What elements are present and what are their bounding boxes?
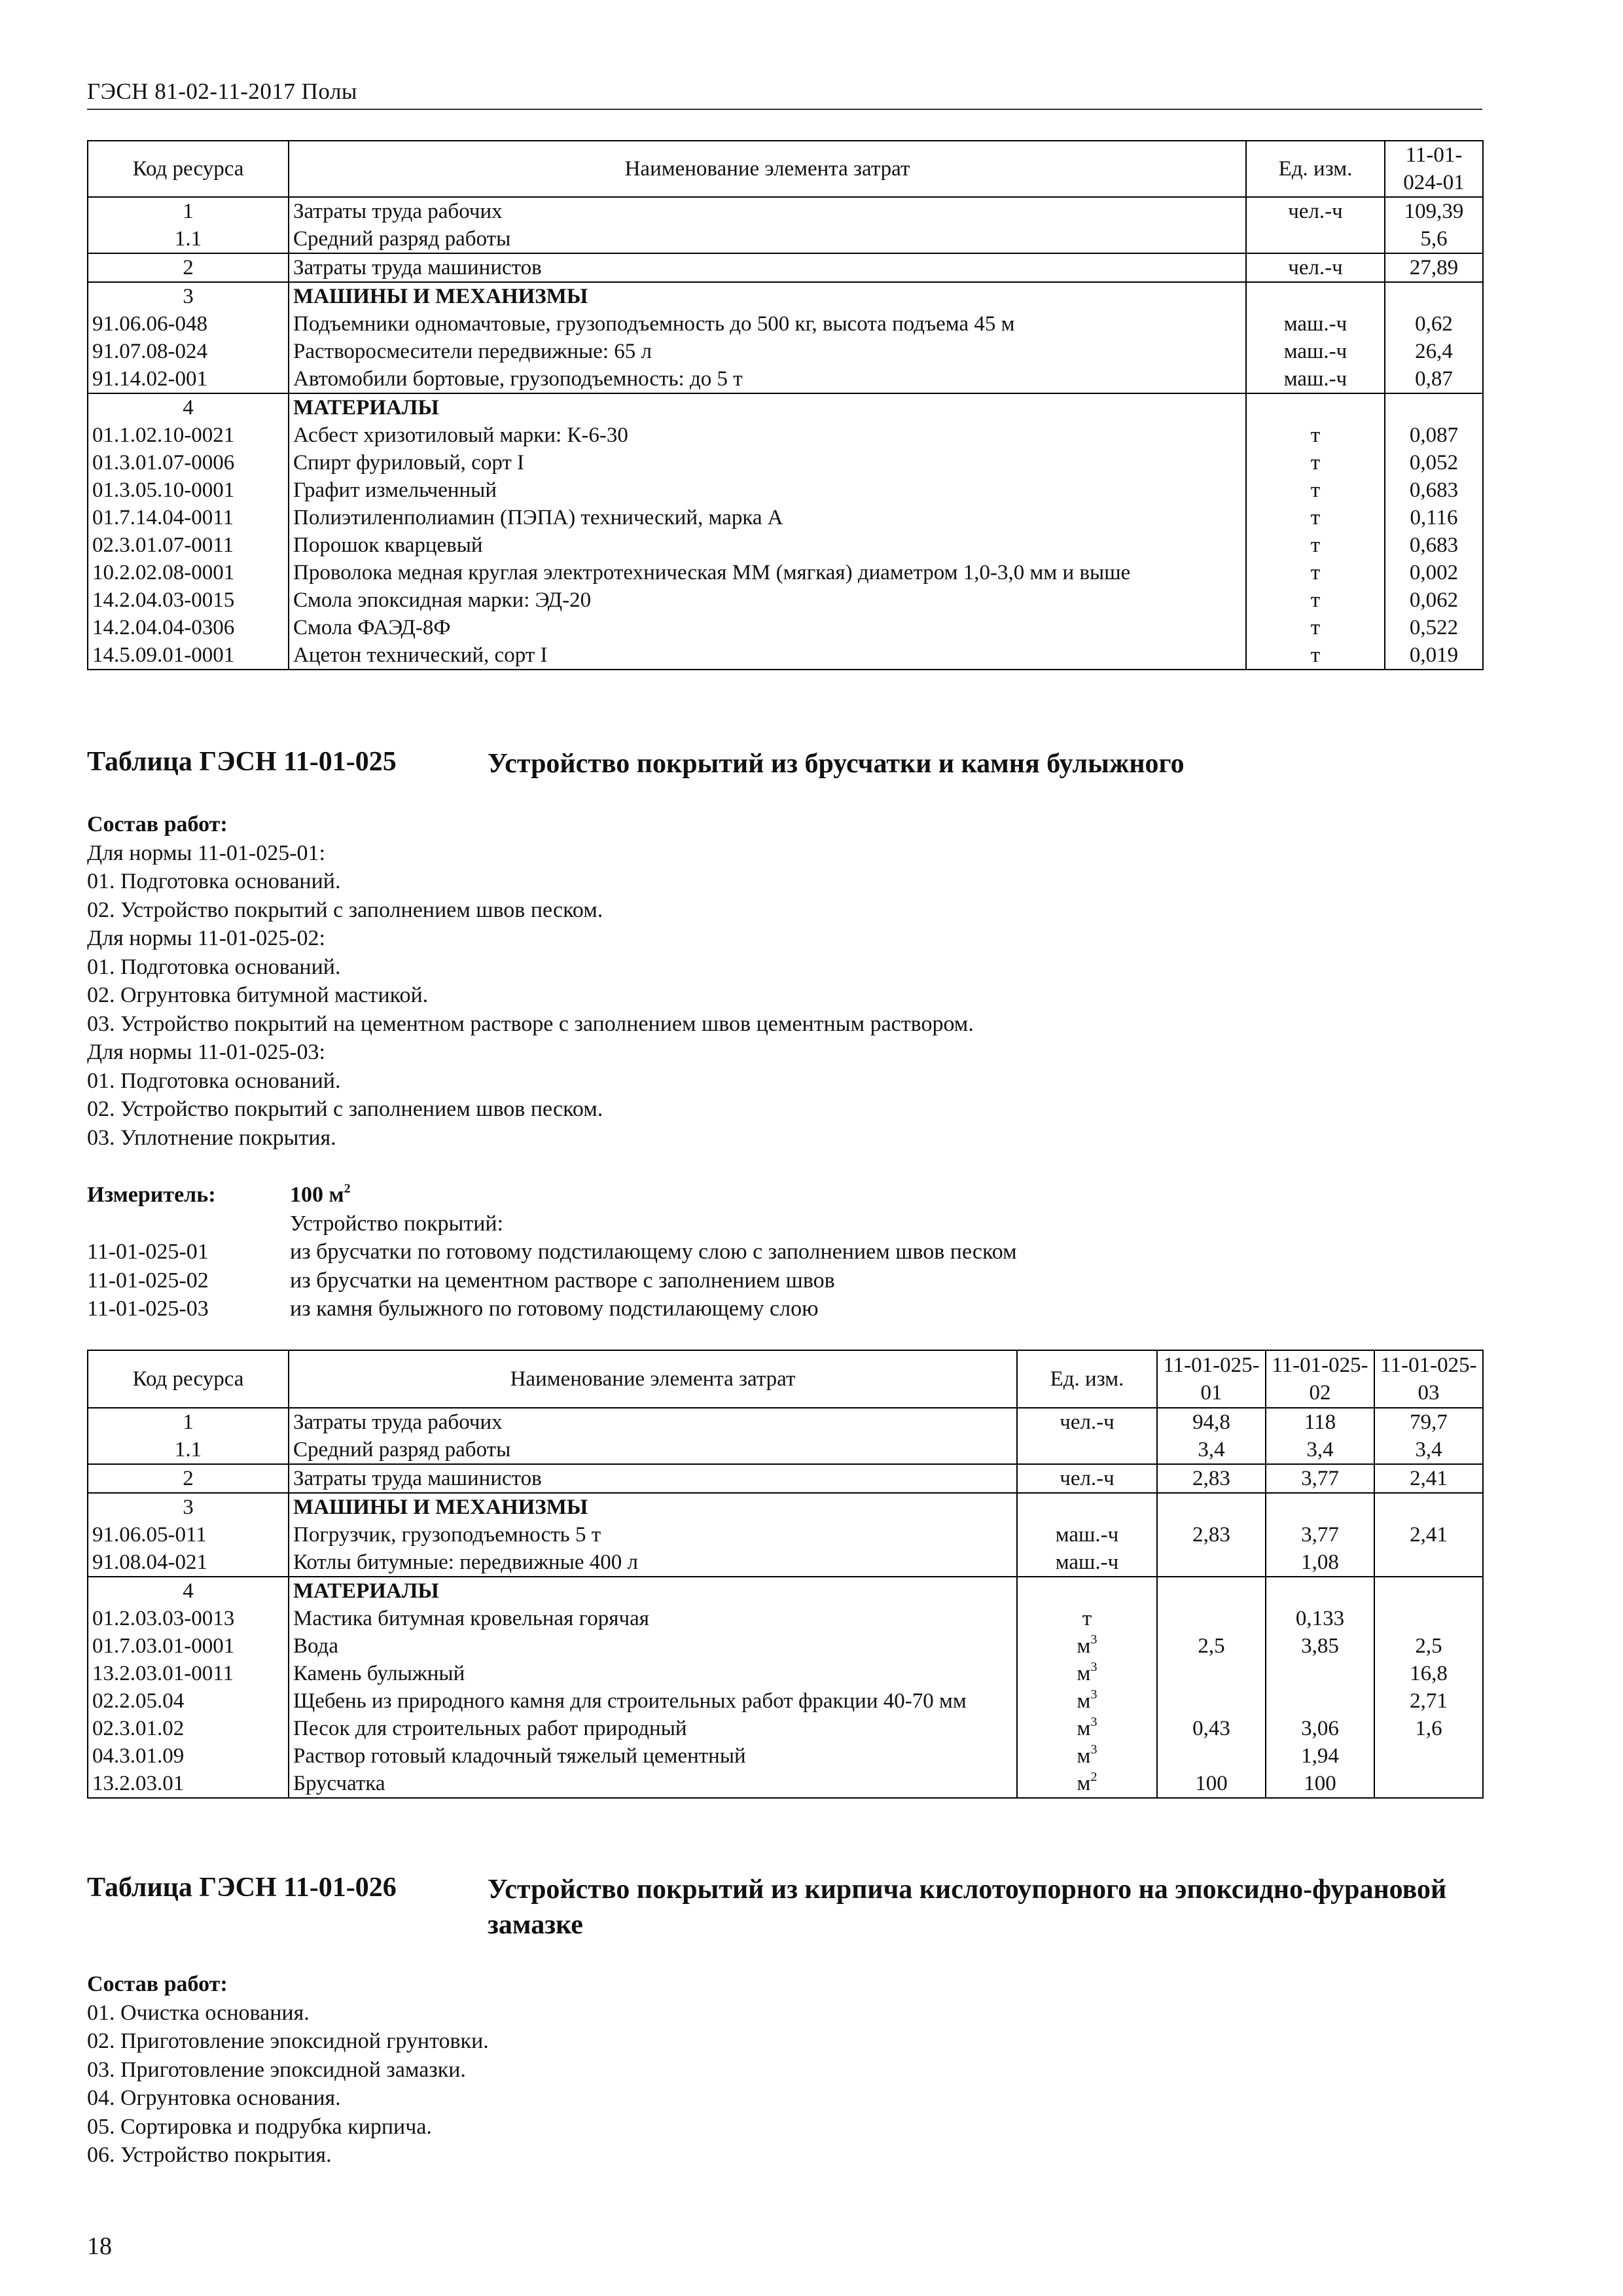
meter-item — [87, 1295, 1017, 1323]
row-name: Затраты труда рабочих — [289, 1408, 1017, 1436]
row-value-2: 3,06 — [1266, 1715, 1374, 1742]
row-code: 02.3.01.07-0011 — [88, 531, 289, 559]
row-code: 1 — [88, 1408, 289, 1436]
row-value-3: 2,41 — [1374, 1521, 1483, 1549]
row-unit: т — [1246, 531, 1385, 559]
row-value-1 — [1157, 1577, 1266, 1605]
row-name: Раствор готовый кладочный тяжелый цементный — [289, 1742, 1017, 1770]
row-name: МАШИНЫ И МЕХАНИЗМЫ — [289, 282, 1246, 310]
row-unit: $м^2$ — [1017, 1770, 1157, 1798]
row-unit — [1246, 225, 1385, 253]
table-row — [88, 1687, 1483, 1715]
row-code: 1 — [88, 197, 289, 225]
work-line: 03. Приготовление эпоксидной замазки. — [87, 2057, 466, 2082]
table-row — [88, 1549, 1483, 1577]
table-row — [88, 393, 1483, 422]
row-name: Растворосмесители передвижные: 65 л — [289, 338, 1246, 365]
table-number: Таблица ГЭСН 11-01-026 — [87, 1873, 397, 1903]
page-number: 18 — [87, 2233, 112, 2260]
row-code: 1.1 — [88, 1436, 289, 1464]
table-row — [88, 225, 1483, 253]
row-unit: т — [1246, 586, 1385, 614]
table-row — [88, 531, 1483, 559]
row-name: Графит измельченный — [289, 476, 1246, 504]
row-value-1: 2,83 — [1157, 1521, 1266, 1549]
row-name: Затраты труда рабочих — [289, 197, 1246, 225]
row-code: 13.2.03.01 — [88, 1770, 289, 1798]
row-value-2: 3,77 — [1266, 1521, 1374, 1549]
row-code: 01.3.05.10-0001 — [88, 476, 289, 504]
row-code: 02.3.01.02 — [88, 1715, 289, 1742]
row-unit: чел.-ч — [1017, 1464, 1157, 1493]
row-name: Смола ФАЭД-8Ф — [289, 614, 1246, 641]
row-code: 02.2.05.04 — [88, 1687, 289, 1715]
row-value-2 — [1266, 1660, 1374, 1687]
row-value-1: 100 — [1157, 1770, 1266, 1798]
row-unit: т — [1246, 449, 1385, 476]
row-value-2 — [1266, 1493, 1374, 1521]
table-row — [88, 1464, 1483, 1493]
row-value-2: 3,85 — [1266, 1632, 1374, 1660]
work-heading: Состав работ: — [87, 1972, 228, 1996]
row-value-2: 100 — [1266, 1770, 1374, 1798]
row-value: 109,39 — [1385, 197, 1483, 225]
table-row — [88, 614, 1483, 641]
row-value — [1385, 282, 1483, 310]
row-value — [1385, 393, 1483, 422]
work-line: 03. Устройство покрытий на цементном растворе с заполнением швов цементным раствором. — [87, 1011, 974, 1036]
header-col1: 11-01-025-01 — [1157, 1350, 1266, 1408]
row-name: Камень булыжный — [289, 1660, 1017, 1687]
row-value-2: 3,77 — [1266, 1464, 1374, 1493]
table-title-text: Устройство покрытий из брусчатки и камня булыжного — [488, 749, 1185, 779]
row-code: 01.3.01.07-0006 — [88, 449, 289, 476]
meter-item-code: 11-01-025-03 — [87, 1297, 209, 1321]
work-line: 02. Огрунтовка битумной мастикой. — [87, 983, 429, 1007]
row-value-1: 94,8 — [1157, 1408, 1266, 1436]
row-value-1: 0,43 — [1157, 1715, 1266, 1742]
row-name: Смола эпоксидная марки: ЭД-20 — [289, 586, 1246, 614]
row-name: Автомобили бортовые, грузоподъемность: до 5 т — [289, 365, 1246, 393]
row-value-1 — [1157, 1687, 1266, 1715]
table-title-text: Устройство покрытий из кирпича кислотоупорного на эпоксидно-фурановой замазке — [488, 1874, 1447, 1940]
row-value-2: 118 — [1266, 1408, 1374, 1436]
row-value-3: 16,8 — [1374, 1660, 1483, 1687]
row-value-1 — [1157, 1605, 1266, 1632]
row-name: МАТЕРИАЛЫ — [289, 393, 1246, 422]
row-unit: чел.-ч — [1246, 197, 1385, 225]
work-line: 03. Уплотнение покрытия. — [87, 1125, 336, 1150]
work-composition-026 — [87, 1970, 489, 2170]
row-unit — [1017, 1436, 1157, 1464]
row-unit: маш.-ч — [1246, 365, 1385, 393]
row-value: 0,087 — [1385, 422, 1483, 449]
row-value-3 — [1374, 1493, 1483, 1521]
table-row — [88, 1770, 1483, 1798]
row-code: 91.08.04-021 — [88, 1549, 289, 1577]
row-unit: т — [1017, 1605, 1157, 1632]
row-value: 0,683 — [1385, 476, 1483, 504]
header-col1: 11-01-024-01 — [1385, 141, 1483, 197]
row-name: Подъемники одномачтовые, грузоподъемность до 500 кг, высота подъема 45 м — [289, 310, 1246, 338]
table-row — [88, 1742, 1483, 1770]
row-code: 91.06.06-048 — [88, 310, 289, 338]
row-name: Песок для строительных работ природный — [289, 1715, 1017, 1742]
row-unit — [1017, 1493, 1157, 1521]
work-line: 02. Устройство покрытий с заполнением швов песком. — [87, 1097, 603, 1121]
header-name: Наименование элемента затрат — [289, 1350, 1017, 1408]
table-row — [88, 586, 1483, 614]
row-code: 3 — [88, 282, 289, 310]
work-line: 01. Очистка основания. — [87, 2000, 310, 2025]
row-value-3 — [1374, 1577, 1483, 1605]
row-name: Вода — [289, 1632, 1017, 1660]
table-row — [88, 1577, 1483, 1605]
work-line: Для нормы 11-01-025-02: — [87, 926, 325, 950]
table-row — [88, 476, 1483, 504]
table-title-11-01-025 — [87, 746, 1185, 779]
table-row — [88, 1632, 1483, 1660]
meter-item-code: 11-01-025-02 — [87, 1268, 209, 1293]
row-name: Асбест хризотиловый марки: К-6-30 — [289, 422, 1246, 449]
table-row — [88, 422, 1483, 449]
table-row — [88, 338, 1483, 365]
table-row — [88, 1436, 1483, 1464]
table-header-row — [88, 1350, 1483, 1408]
row-unit: т — [1246, 476, 1385, 504]
work-line: 02. Устройство покрытий с заполнением швов песком. — [87, 897, 603, 922]
row-value: 0,522 — [1385, 614, 1483, 641]
row-value: 0,062 — [1385, 586, 1483, 614]
row-code: 91.06.05-011 — [88, 1521, 289, 1549]
table-row — [88, 197, 1483, 225]
row-unit: маш.-ч — [1246, 338, 1385, 365]
row-value-3: 79,7 — [1374, 1408, 1483, 1436]
row-name: Проволока медная круглая электротехническая ММ (мягкая) диаметром 1,0-3,0 мм и выше — [289, 559, 1246, 586]
row-value-1 — [1157, 1660, 1266, 1687]
row-unit: маш.-ч — [1246, 310, 1385, 338]
row-name: МАШИНЫ И МЕХАНИЗМЫ — [289, 1493, 1017, 1521]
row-value-3 — [1374, 1605, 1483, 1632]
meter-item-text: из брусчатки на цементном растворе с заполнением швов — [290, 1268, 835, 1293]
meter-caption: Устройство покрытий: — [290, 1211, 504, 1236]
row-value-2 — [1266, 1687, 1374, 1715]
work-line: 04. Огрунтовка основания. — [87, 2086, 341, 2110]
work-line: Для нормы 11-01-025-03: — [87, 1040, 325, 1064]
table-row — [88, 504, 1483, 531]
row-name: Мастика битумная кровельная горячая — [289, 1605, 1017, 1632]
row-value-3: 2,41 — [1374, 1464, 1483, 1493]
row-unit: чел.-ч — [1246, 253, 1385, 282]
row-value-2: 1,08 — [1266, 1549, 1374, 1577]
table-row — [88, 365, 1483, 393]
table-row — [88, 641, 1483, 670]
work-composition — [87, 810, 974, 1152]
row-code: 04.3.01.09 — [88, 1742, 289, 1770]
row-value-3: 1,6 — [1374, 1715, 1483, 1742]
row-name: Затраты труда машинистов — [289, 253, 1246, 282]
meter-item — [87, 1266, 1017, 1295]
row-value-1 — [1157, 1742, 1266, 1770]
row-unit — [1246, 282, 1385, 310]
row-value: 27,89 — [1385, 253, 1483, 282]
row-code: 2 — [88, 253, 289, 282]
table-row — [88, 282, 1483, 310]
row-name: Средний разряд работы — [289, 225, 1246, 253]
row-value-2 — [1266, 1577, 1374, 1605]
row-code: 10.2.02.08-0001 — [88, 559, 289, 586]
row-value: 0,019 — [1385, 641, 1483, 670]
resource-table-11-01-024 — [87, 140, 1484, 670]
row-value-3: 3,4 — [1374, 1436, 1483, 1464]
work-line: 05. Сортировка и подрубка кирпича. — [87, 2114, 432, 2139]
header-code: Код ресурса — [88, 141, 289, 197]
row-code: 01.2.03.03-0013 — [88, 1605, 289, 1632]
row-value-2: 1,94 — [1266, 1742, 1374, 1770]
row-value-3 — [1374, 1742, 1483, 1770]
row-value-1: 3,4 — [1157, 1436, 1266, 1464]
row-unit: чел.-ч — [1017, 1408, 1157, 1436]
row-value: 0,87 — [1385, 365, 1483, 393]
meter-item — [87, 1238, 1017, 1266]
row-value: 0,62 — [1385, 310, 1483, 338]
row-unit: маш.-ч — [1017, 1521, 1157, 1549]
row-unit: т — [1246, 504, 1385, 531]
table-row — [88, 1715, 1483, 1742]
work-line: Для нормы 11-01-025-01: — [87, 840, 325, 865]
row-unit: т — [1246, 422, 1385, 449]
work-line: 01. Подготовка оснований. — [87, 954, 341, 979]
row-name: Погрузчик, грузоподъемность 5 т — [289, 1521, 1017, 1549]
meter-label: Измеритель: — [87, 1183, 216, 1207]
row-code: 13.2.03.01-0011 — [88, 1660, 289, 1687]
table-row — [88, 253, 1483, 282]
row-code: 14.2.04.04-0306 — [88, 614, 289, 641]
row-value: 0,683 — [1385, 531, 1483, 559]
table-row — [88, 310, 1483, 338]
meter-item-text: из брусчатки по готовому подстилающему слою с заполнением швов песком — [290, 1240, 1017, 1264]
row-code: 2 — [88, 1464, 289, 1493]
row-unit — [1017, 1577, 1157, 1605]
table-row — [88, 1493, 1483, 1521]
work-line: 01. Подготовка оснований. — [87, 869, 341, 893]
row-name: Порошок кварцевый — [289, 531, 1246, 559]
row-value-1 — [1157, 1493, 1266, 1521]
table-row — [88, 559, 1483, 586]
work-heading: Состав работ: — [87, 812, 228, 836]
row-value-1 — [1157, 1549, 1266, 1577]
row-name: Котлы битумные: передвижные 400 л — [289, 1549, 1017, 1577]
row-name: Затраты труда машинистов — [289, 1464, 1017, 1493]
row-value: 5,6 — [1385, 225, 1483, 253]
row-name: МАТЕРИАЛЫ — [289, 1577, 1017, 1605]
row-unit: $м^3$ — [1017, 1742, 1157, 1770]
row-value: 0,116 — [1385, 504, 1483, 531]
row-code: 1.1 — [88, 225, 289, 253]
row-code: 14.2.04.03-0015 — [88, 586, 289, 614]
table-row — [88, 1521, 1483, 1549]
table-row — [88, 1660, 1483, 1687]
meter-value: 100 $м^2$ — [290, 1181, 351, 1207]
meter-item-code: 11-01-025-01 — [87, 1240, 209, 1264]
row-value-3: 2,5 — [1374, 1632, 1483, 1660]
row-unit: $м^3$ — [1017, 1632, 1157, 1660]
table-header-row — [88, 141, 1483, 197]
row-code: 91.14.02-001 — [88, 365, 289, 393]
work-line: 02. Приготовление эпоксидной грунтовки. — [87, 2029, 489, 2053]
row-code: 01.7.03.01-0001 — [88, 1632, 289, 1660]
row-value: 0,002 — [1385, 559, 1483, 586]
row-code: 14.5.09.01-0001 — [88, 641, 289, 670]
running-header: ГЭСН 81-02-11-2017 Полы — [87, 79, 357, 104]
row-unit: $м^3$ — [1017, 1687, 1157, 1715]
row-name: Ацетон технический, сорт I — [289, 641, 1246, 670]
work-line: 06. Устройство покрытия. — [87, 2143, 332, 2167]
table-row — [88, 449, 1483, 476]
header-rule — [87, 109, 1482, 110]
row-value-2: 0,133 — [1266, 1605, 1374, 1632]
row-unit: т — [1246, 641, 1385, 670]
table-row — [88, 1408, 1483, 1436]
row-code: 01.1.02.10-0021 — [88, 422, 289, 449]
measurement-block — [87, 1181, 1017, 1323]
row-value-3: 2,71 — [1374, 1687, 1483, 1715]
row-value-1: 2,83 — [1157, 1464, 1266, 1493]
row-code: 91.07.08-024 — [88, 338, 289, 365]
row-value: 26,4 — [1385, 338, 1483, 365]
row-code: 4 — [88, 1577, 289, 1605]
header-code: Код ресурса — [88, 1350, 289, 1408]
table-row — [88, 1605, 1483, 1632]
row-unit: маш.-ч — [1017, 1549, 1157, 1577]
row-name: Средний разряд работы — [289, 1436, 1017, 1464]
header-col2: 11-01-025-02 — [1266, 1350, 1374, 1408]
work-line: 01. Подготовка оснований. — [87, 1068, 341, 1093]
row-unit: т — [1246, 614, 1385, 641]
row-value-3 — [1374, 1549, 1483, 1577]
row-code: 3 — [88, 1493, 289, 1521]
table-title-11-01-026 — [87, 1872, 1447, 1940]
row-unit: $м^3$ — [1017, 1715, 1157, 1742]
row-value-3 — [1374, 1770, 1483, 1798]
header-unit: Ед. изм. — [1246, 141, 1385, 197]
row-value: 0,052 — [1385, 449, 1483, 476]
row-value-2: 3,4 — [1266, 1436, 1374, 1464]
table-number: Таблица ГЭСН 11-01-025 — [87, 747, 397, 777]
row-unit: т — [1246, 559, 1385, 586]
row-code: 01.7.14.04-0011 — [88, 504, 289, 531]
row-value-1: 2,5 — [1157, 1632, 1266, 1660]
header-unit: Ед. изм. — [1017, 1350, 1157, 1408]
header-name: Наименование элемента затрат — [289, 141, 1246, 197]
resource-table-11-01-025 — [87, 1350, 1484, 1799]
header-col3: 11-01-025-03 — [1374, 1350, 1483, 1408]
meter-item-text: из камня булыжного по готовому подстилающему слою — [290, 1297, 819, 1321]
row-name: Полиэтиленполиамин (ПЭПА) технический, марка А — [289, 504, 1246, 531]
row-unit: $м^3$ — [1017, 1660, 1157, 1687]
row-code: 4 — [88, 393, 289, 422]
row-name: Щебень из природного камня для строительных работ фракции 40-70 мм — [289, 1687, 1017, 1715]
row-unit — [1246, 393, 1385, 422]
row-name: Спирт фуриловый, сорт I — [289, 449, 1246, 476]
row-name: Брусчатка — [289, 1770, 1017, 1798]
